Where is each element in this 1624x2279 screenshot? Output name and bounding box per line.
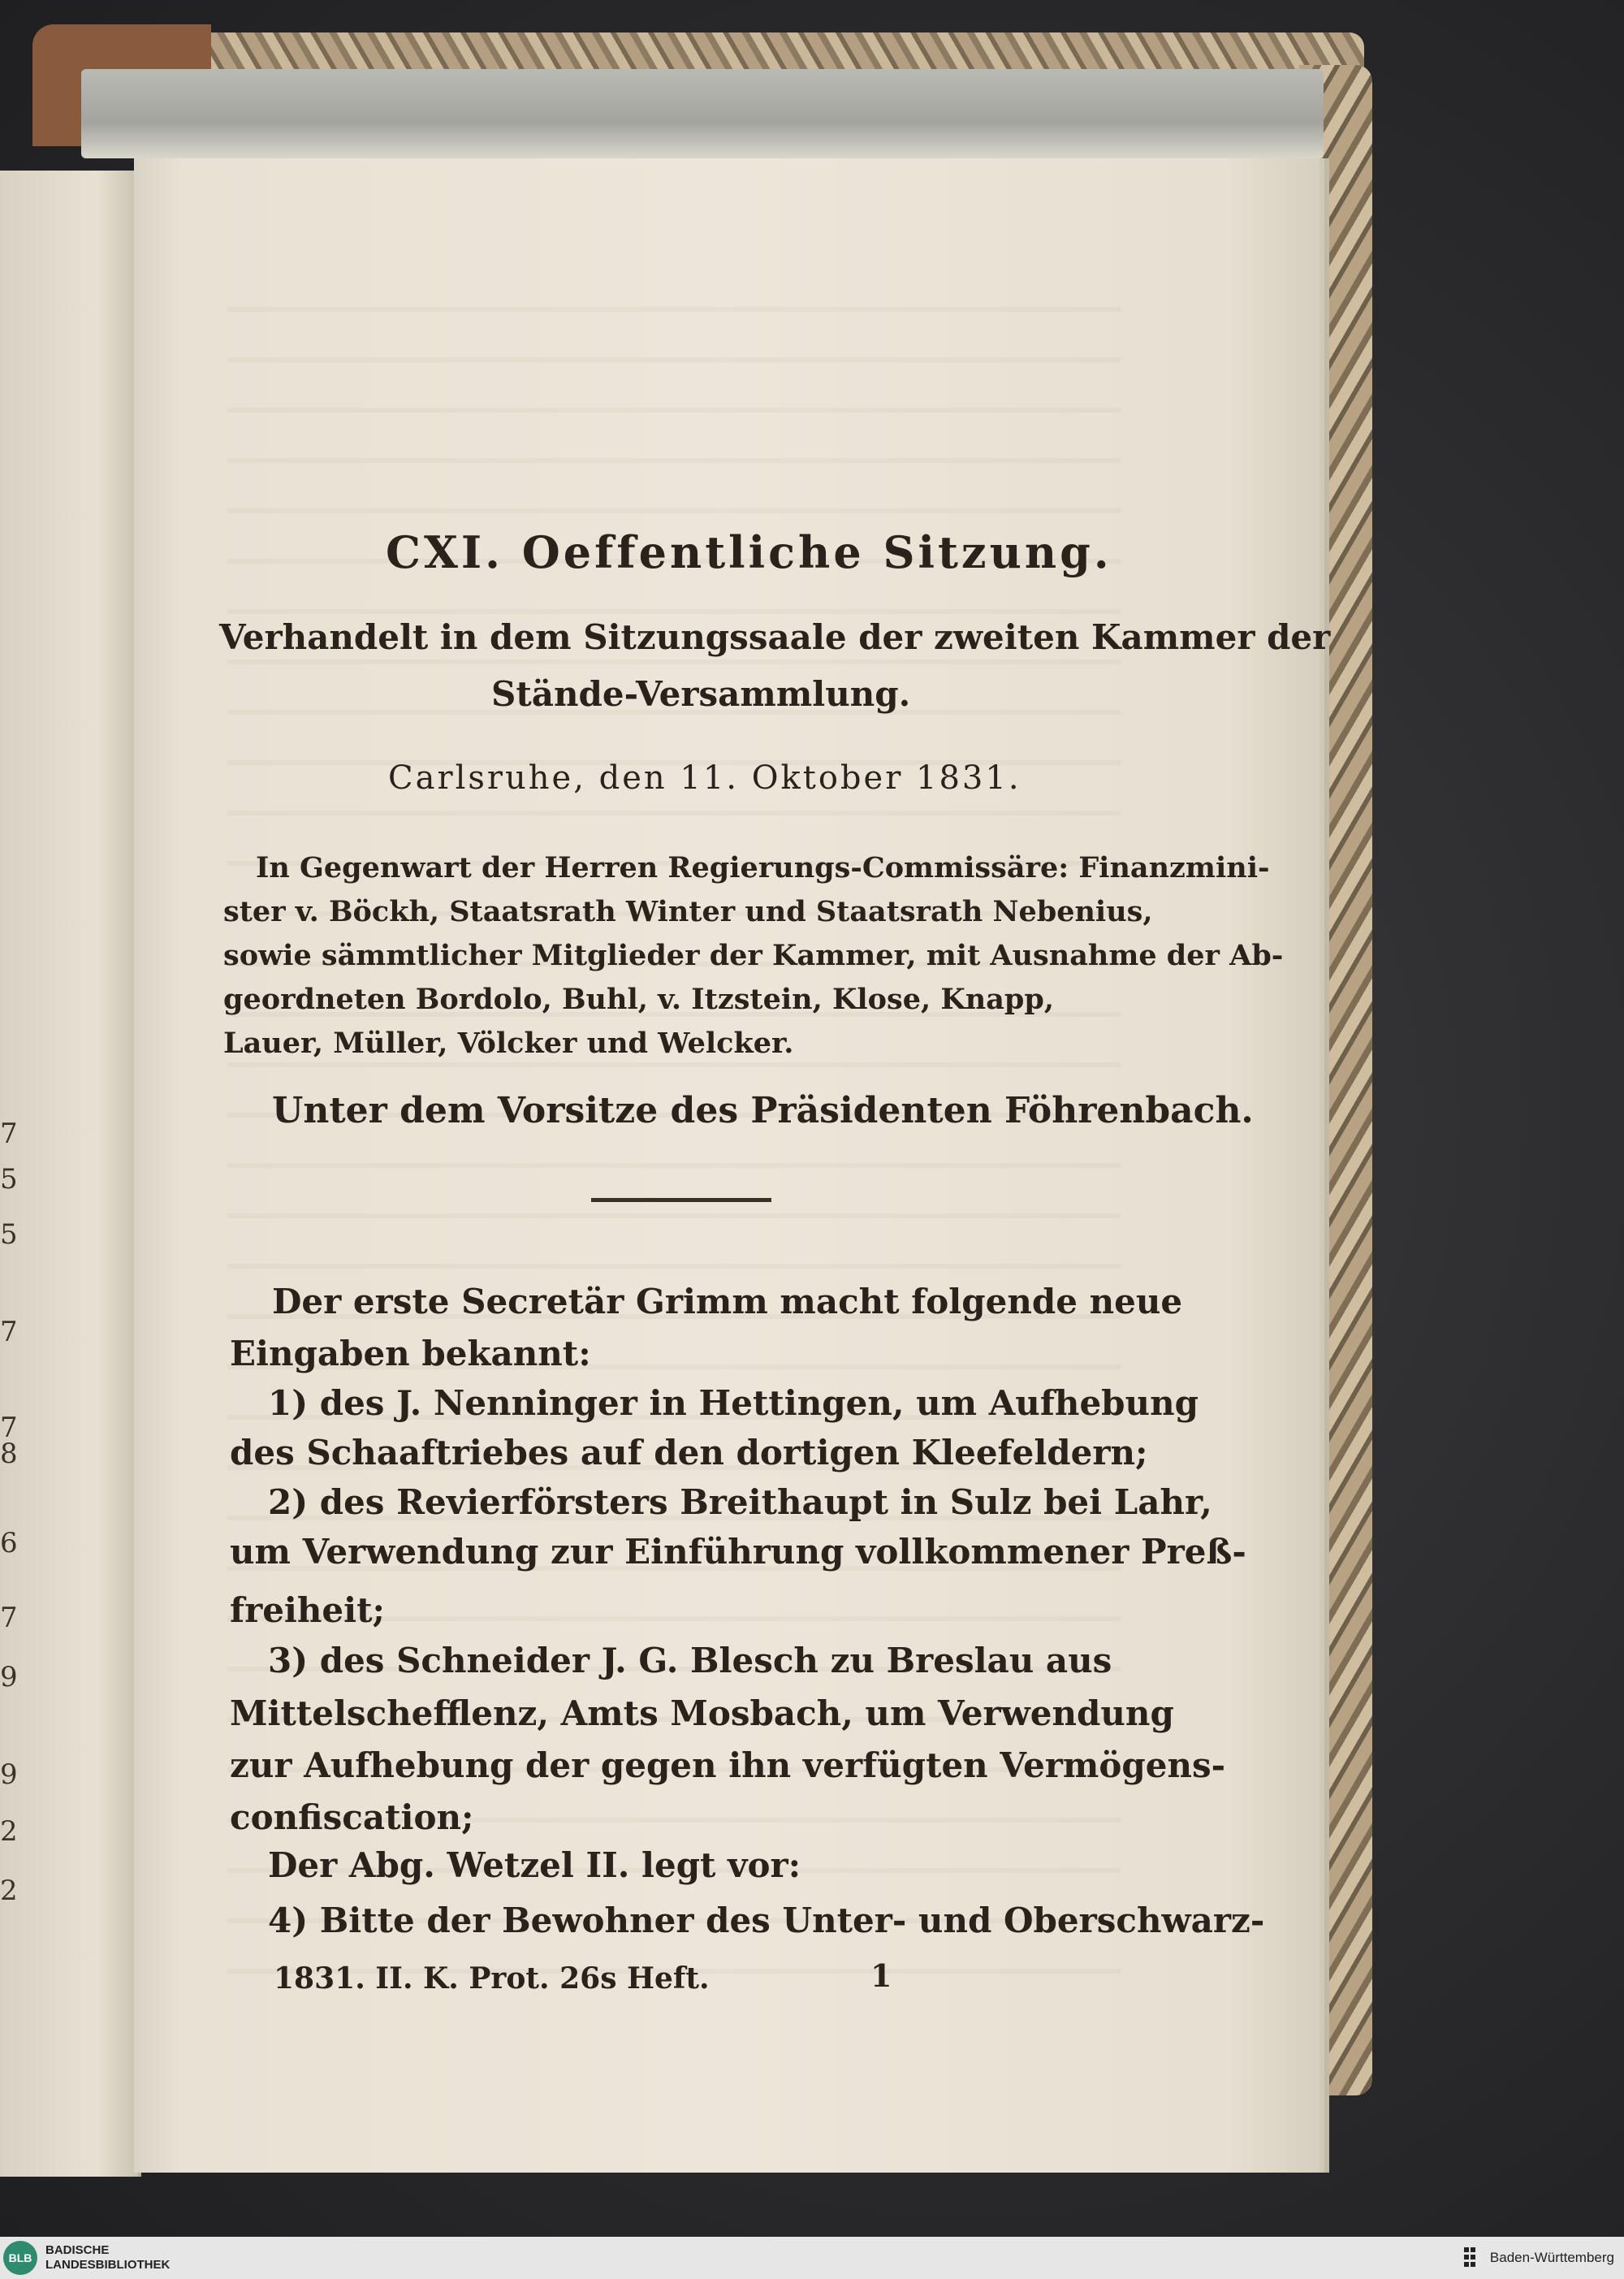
body-line: Mittelschefflenz, Amts Mosbach, um Verwendung (230, 1693, 1174, 1733)
left-page-number: 7 (0, 1602, 18, 1634)
body-line: Der erste Secretär Grimm macht folgende neue (272, 1282, 1183, 1321)
presidency-line: Unter dem Vorsitze des Präsidenten Föhrenbach. (272, 1090, 1254, 1131)
body-line: 1) des J. Nenninger in Hettingen, um Aufhebung (268, 1383, 1199, 1423)
body-line: confiscation; (230, 1797, 474, 1837)
session-subtitle-line1: Verhandelt in dem Sitzungssaale der zweiten Kammer der (219, 617, 1331, 657)
session-title: CXI. Oeffentliche Sitzung. (386, 526, 1112, 578)
footer-bar (0, 2237, 1624, 2279)
body-line: 4) Bitte der Bewohner des Unter- und Oberschwarz- (268, 1901, 1265, 1940)
left-page-number: 5 (0, 1163, 18, 1196)
bw-brand[interactable] (1462, 2237, 1614, 2279)
attendance-line: Lauer, Müller, Völcker und Welcker. (223, 1027, 794, 1060)
left-page-number: 2 (0, 1815, 18, 1848)
attendance-line: geordneten Bordolo, Buhl, v. Itzstein, Klose, Knapp, (223, 983, 1055, 1016)
left-page-number: 9 (0, 1661, 18, 1693)
baden-wuerttemberg-lion-icon (1462, 2244, 1482, 2272)
sheet-number: 1 (870, 1957, 892, 1994)
body-line: 3) des Schneider J. G. Blesch zu Breslau aus (268, 1641, 1112, 1680)
body-line: Der Abg. Wetzel II. legt vor: (268, 1845, 801, 1885)
left-page-number: 5 (0, 1218, 18, 1251)
body-line: freiheit; (230, 1590, 385, 1630)
left-page-number: 7 (0, 1316, 18, 1348)
page-block-top-edge (81, 69, 1324, 158)
body-line: Eingaben bekannt: (230, 1334, 591, 1373)
left-page-number: 2 (0, 1875, 18, 1907)
blb-logo-icon[interactable]: BLB (3, 2241, 37, 2275)
bw-label: Baden-Württemberg (1489, 2250, 1614, 2265)
section-divider (591, 1198, 771, 1202)
body-line: um Verwendung zur Einführung vollkommener Preß- (230, 1532, 1246, 1572)
left-page-number: 7 (0, 1412, 18, 1444)
left-page-number: 8 (0, 1438, 18, 1470)
blb-name-line1: BADISCHE (45, 2243, 110, 2257)
left-page-number: 6 (0, 1527, 18, 1559)
body-line: 2) des Revierförsters Breithaupt in Sulz bei Lahr, (268, 1482, 1212, 1522)
attendance-line: In Gegenwart der Herren Regierungs-Commissäre: Finanzmini- (256, 851, 1270, 884)
attendance-line: sowie sämmtlicher Mitglieder der Kammer, mit Ausnahme der Ab- (223, 939, 1284, 972)
blb-name-line2: LANDESBIBLIOTHEK (45, 2258, 171, 2272)
body-line: zur Aufhebung der gegen ihn verfügten Vermögens- (230, 1745, 1226, 1785)
session-subtitle-line2: Stände-Versammlung. (491, 674, 911, 714)
body-line: des Schaaftriebes auf den dortigen Kleefeldern; (230, 1433, 1148, 1472)
attendance-line: ster v. Böckh, Staatsrath Winter und Staatsrath Nebenius, (223, 895, 1153, 928)
blb-name[interactable] (45, 2243, 170, 2273)
left-page (0, 171, 141, 2177)
signature-line: 1831. II. K. Prot. 26s Heft. (274, 1961, 710, 1996)
left-page-number: 7 (0, 1118, 18, 1150)
left-page-number: 9 (0, 1758, 18, 1791)
session-date: Carlsruhe, den 11. Oktober 1831. (388, 759, 1021, 797)
